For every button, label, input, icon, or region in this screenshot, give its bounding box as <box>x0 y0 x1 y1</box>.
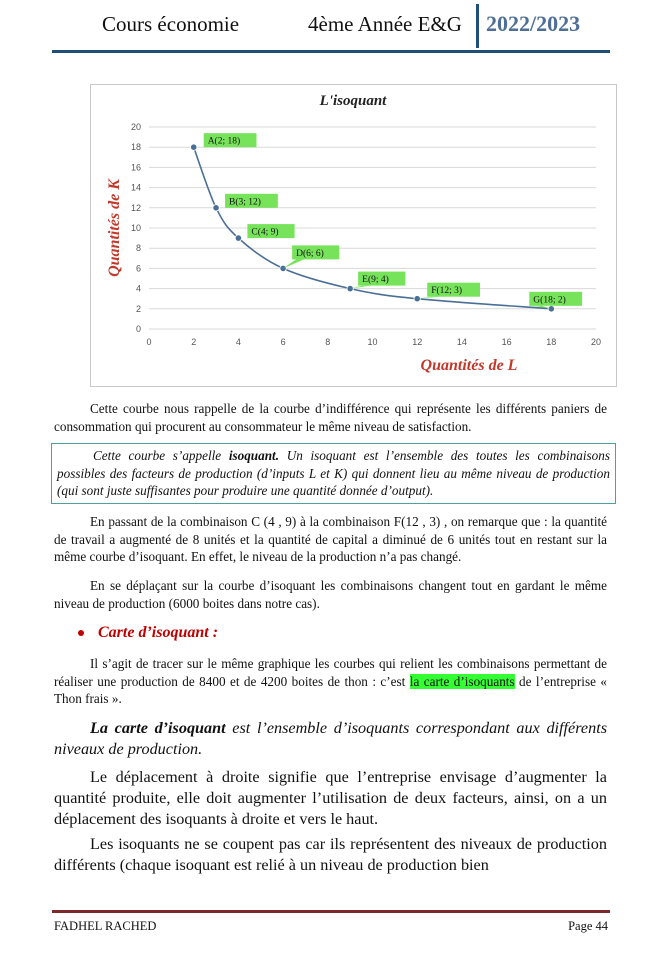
isoquant-chart-svg <box>91 85 616 386</box>
x-tick-label: 6 <box>280 337 286 347</box>
y-tick-label: 12 <box>130 202 141 213</box>
data-point <box>347 285 353 291</box>
y-tick-label: 20 <box>130 122 141 132</box>
paragraph-carte-definition <box>54 718 607 760</box>
point-label: E(9; 4) <box>362 275 389 286</box>
school-year: 2022/2023 <box>486 11 581 36</box>
isoquant-chart <box>90 84 617 387</box>
point-label: B(3; 12) <box>229 197 261 208</box>
class-level: 4ème Année E&G <box>308 12 462 36</box>
highlighted-term: la carte d’isoquants <box>409 673 515 689</box>
x-tick-label: 20 <box>590 337 602 347</box>
carte-text-start: Il s’agit de tracer sur le même graphique les courbes qui relient les combinaisons permettant de réaliser une production de 8400 et de 4200 boites de thon : c’est <box>54 656 607 689</box>
x-tick-label: 16 <box>501 337 512 347</box>
carte-text-end: de l’entreprise « Thon frais ». <box>54 673 607 706</box>
carte-definition-term: La carte d’isoquant <box>90 719 226 737</box>
carte-definition-text: est l’ensemble d’isoquants correspondant aux différents niveaux de production. <box>54 719 607 758</box>
x-tick-label: 4 <box>235 337 241 347</box>
x-tick-label: 8 <box>325 337 331 347</box>
x-tick-label: 0 <box>146 337 152 347</box>
y-tick-label: 8 <box>135 243 141 254</box>
x-axis-label: Quantités de L <box>420 357 518 374</box>
y-tick-label: 2 <box>135 303 141 314</box>
y-tick-label: 4 <box>135 283 141 294</box>
isoquant-definition-box <box>51 443 616 504</box>
y-tick-label: 16 <box>130 162 141 173</box>
paragraph-shift-right: Le déplacement à droite signifie que l’entreprise envisage d’augmenter la quantité produite, elle doit augmenter l’utilisation de deux facteurs, ainsi, on a un déplacement des isoquants à droite et vers le haut. <box>54 768 607 828</box>
carte-isoquant-heading <box>78 624 218 642</box>
x-tick-label: 12 <box>412 337 423 347</box>
point-label: A(2; 18) <box>207 136 241 147</box>
x-tick-label: 14 <box>456 337 467 347</box>
data-point <box>414 296 420 302</box>
definition-term: isoquant. <box>228 448 280 463</box>
y-tick-label: 6 <box>135 263 141 274</box>
data-point <box>548 306 554 312</box>
paragraph-indifference: Cette courbe nous rappelle de la courbe d’indifférence qui représente les différents paniers de consommation qui procurent au consommateur le même niveau de satisfaction. <box>54 401 607 434</box>
chart-title: L'isoquant <box>319 93 387 109</box>
author-name: FADHEL RACHED <box>54 919 157 933</box>
header-divider <box>476 4 479 48</box>
point-label: G(18; 2) <box>533 295 566 306</box>
y-tick-label: 14 <box>130 182 141 193</box>
data-point <box>191 144 197 150</box>
paragraph-carte-isoquants <box>54 655 607 708</box>
definition-text: Un isoquant est l’ensemble des toutes les combinaisons possibles des facteurs de production (d’inputs L et K) qui donnent lieu au même niveau de production (qui sont juste suffisantes pour produire une quantité donnée d’output). <box>57 448 610 498</box>
x-tick-label: 10 <box>367 337 378 347</box>
definition-intro: Cette courbe s’appelle <box>93 448 229 463</box>
point-label: F(12; 3) <box>431 286 463 297</box>
y-tick-label: 18 <box>130 142 141 153</box>
paragraph-no-intersection: Les isoquants ne se coupent pas car ils représentent des niveaux de production différents (chaque isoquant est relié à un niveau de production bien <box>54 835 607 874</box>
callout-pointer <box>283 259 304 268</box>
course-title: Cours économie <box>102 12 240 36</box>
bullet-icon <box>78 630 84 636</box>
paragraph-combination-change: En passant de la combinaison C (4 , 9) à la combinaison F(12 , 3) , on remarque que : la quantité de travail a augmenté de 8 unités et la quantité de capital a diminué de 6 unités tout en restant sur la même courbe d’isoquant. En effet, le niveau de la production n’a pas changé. <box>54 514 607 564</box>
paragraph-same-production: En se déplaçant sur la courbe d’isoquant les combinaisons changent tout en gardant le même niveau de production (6000 boites dans notre cas). <box>54 578 607 611</box>
page-number: Page 44 <box>568 919 608 933</box>
y-axis-label: Quantités de K <box>106 179 123 277</box>
page-header <box>52 0 610 53</box>
carte-isoquant-heading-text: Carte d’isoquant : <box>98 624 219 641</box>
y-tick-label: 0 <box>135 324 141 334</box>
point-label: C(4; 9) <box>251 227 279 238</box>
page-footer <box>52 910 610 933</box>
x-tick-label: 18 <box>546 337 557 347</box>
point-label: D(6; 6) <box>296 248 324 259</box>
x-tick-label: 2 <box>191 337 197 347</box>
y-tick-label: 10 <box>130 223 141 233</box>
